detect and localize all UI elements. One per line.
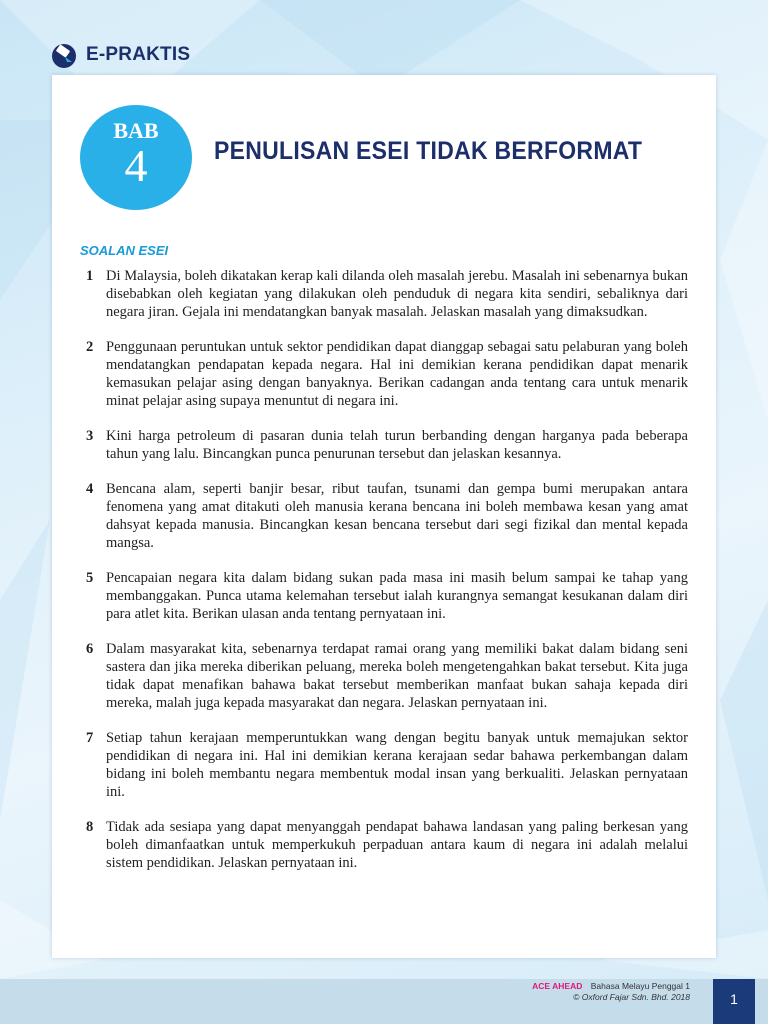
header-title: E-PRAKTIS — [86, 44, 191, 65]
header — [50, 40, 190, 70]
question-text: Kini harga petroleum di pasaran dunia telah turun berbanding dengan harganya pada beberapa tahun yang lalu. Bincangkan punca penurunan tersebut dan jelaskan kesannya. — [106, 428, 688, 462]
question-item — [86, 480, 688, 552]
footer-brand: ACE AHEAD — [532, 981, 583, 991]
chapter-label: BAB — [113, 118, 159, 143]
question-number: 3 — [86, 428, 94, 444]
question-item — [86, 729, 688, 801]
question-item — [86, 338, 688, 410]
chapter-title: PENULISAN ESEI TIDAK BERFORMAT — [214, 137, 643, 165]
question-text: Pencapaian negara kita dalam bidang sukan pada masa ini masih belum sampai ke tahap yang membanggakan. Punca utama kelemahan tersebut ialah kurangnya semangat kesukanan dalam diri para atlet kita. Berikan ulasan anda tentang pernyataan ini. — [106, 570, 688, 622]
question-text: Setiap tahun kerajaan memperuntukkan wang dengan begitu banyak untuk memajukan sektor pendidikan di negara ini. Hal ini demikian kerana kerajaan sedar bahawa perkembangan dalam bidang ini boleh membantu negara membentuk modal insan yang berkualiti. Jelaskan pernyataan ini. — [106, 730, 688, 800]
question-number: 4 — [86, 481, 94, 497]
question-item — [86, 569, 688, 623]
chapter-badge — [80, 105, 192, 210]
question-number: 8 — [86, 819, 94, 835]
page-number: 1 — [713, 979, 755, 1024]
footer-book-title: Bahasa Melayu Penggal 1 — [590, 981, 690, 991]
question-item — [86, 427, 688, 463]
question-text: Penggunaan peruntukan untuk sektor pendidikan dapat dianggap sebagai satu pelaburan yang boleh mendatangkan pendapatan kepada negara. Hal ini demikian kerana pendidikan dapat menarik kemasukan pelajar asing dengan banyaknya. Berikan cadangan anda tentang cara untuk menarik minat pelajar asing supaya menuntut di negara ini. — [106, 339, 688, 409]
question-text: Dalam masyarakat kita, sebenarnya terdapat ramai orang yang memiliki bakat dalam bidang seni sastera dan jika mereka diberikan peluang, mereka boleh mengetengahkan bakat tersebut. Kita juga tidak dapat menafikan bahawa bakat tersebut memberikan manfaat bukan sahaja kepada diri mereka, malah juga kepada masyarakat dan negara. Jelaskan pernyataan ini. — [106, 641, 688, 711]
footer-credits — [532, 981, 690, 1003]
question-text: Di Malaysia, boleh dikatakan kerap kali dilanda oleh masalah jerebu. Masalah ini sebenarnya bukan disebabkan oleh kegiatan yang dilakukan oleh penduduk di negara kita sendiri, sebaliknya dari negara jiran. Gejala ini mendatangkan banyak masalah. Jelaskan masalah yang dimaksudkan. — [106, 268, 688, 320]
question-item — [86, 267, 688, 321]
question-item — [86, 640, 688, 712]
page-card — [52, 75, 716, 958]
question-item — [86, 818, 688, 872]
question-text: Bencana alam, seperti banjir besar, ribut taufan, tsunami dan gempa bumi merupakan antara fenomena yang amat ditakuti oleh manusia kerana bencana ini boleh membawa kesan yang amat dahsyat kepada manusia. Bincangkan kesan bencana tersebut dari segi fizikal dan mental kepada mangsa. — [106, 481, 688, 551]
pencil-badge-icon — [50, 41, 78, 69]
question-number: 6 — [86, 641, 94, 657]
question-number: 2 — [86, 339, 94, 355]
question-list — [86, 267, 688, 889]
question-text: Tidak ada sesiapa yang dapat menyanggah pendapat bahawa landasan yang paling berkesan yang boleh dimanfaatkan untuk memperkukuh perpaduan antara kaum di negara ini adalah melalui sistem pendidikan. Jelaskan pernyataan ini. — [106, 819, 688, 871]
question-number: 1 — [86, 268, 94, 284]
question-number: 7 — [86, 730, 94, 746]
question-number: 5 — [86, 570, 94, 586]
section-title: SOALAN ESEI — [80, 243, 169, 258]
chapter-number: 4 — [124, 140, 148, 191]
footer-copyright: © Oxford Fajar Sdn. Bhd. 2018 — [573, 992, 690, 1002]
